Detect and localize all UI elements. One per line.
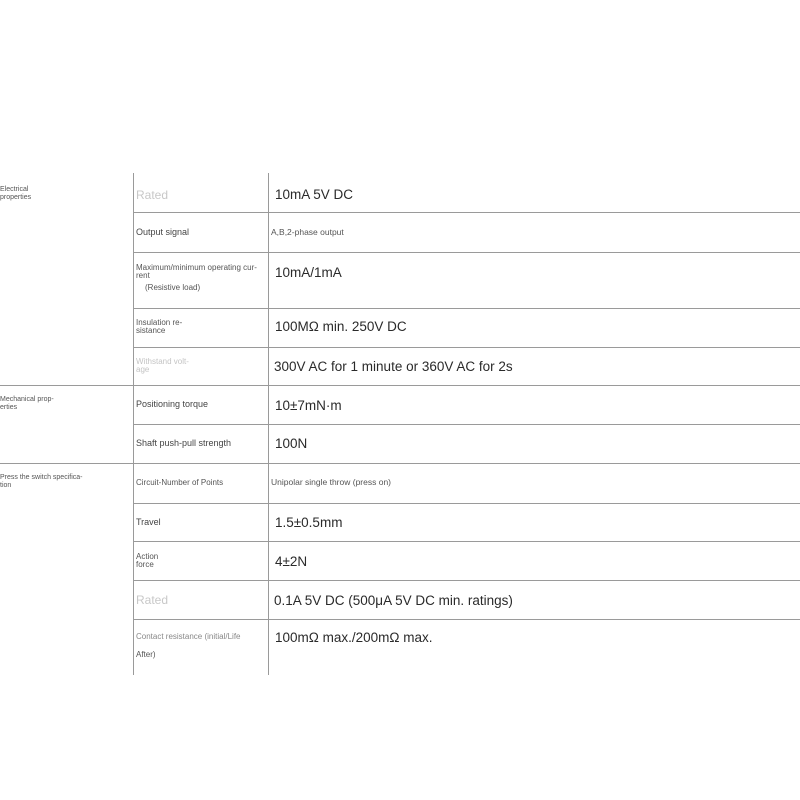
- row-value: 100MΩ min. 250V DC: [275, 319, 407, 334]
- row-label: [136, 264, 257, 280]
- category-switch: [0, 474, 82, 490]
- row-label: [136, 358, 189, 374]
- row-divider: [133, 424, 800, 425]
- row-label: Travel: [136, 517, 161, 527]
- row-label: Contact resistance (initial/Life: [136, 632, 241, 641]
- row-value: 0.1A 5V DC (500μA 5V DC min. ratings): [274, 593, 513, 608]
- row-label: Positioning torque: [136, 399, 209, 409]
- row-label: Rated: [136, 593, 169, 607]
- spec-table: [0, 173, 800, 675]
- category-label-line: Electrical: [0, 186, 29, 193]
- row-label-note: (Resistive load): [145, 283, 201, 292]
- row-value: 4±2N: [275, 554, 308, 569]
- row-label-line: sistance: [136, 326, 166, 335]
- row-label: Shaft push-pull strength: [136, 438, 232, 448]
- row-divider: [133, 580, 800, 581]
- row-value: 100N: [275, 436, 308, 451]
- row-divider: [133, 212, 800, 213]
- section-divider: [0, 385, 800, 386]
- row-divider: [133, 503, 800, 504]
- row-label: [136, 553, 158, 569]
- row-label-line: Action: [136, 552, 159, 561]
- row-value: 300V AC for 1 minute or 360V AC for 2s: [274, 359, 513, 374]
- row-divider: [133, 252, 800, 253]
- row-divider: [133, 541, 800, 542]
- row-divider: [133, 619, 800, 620]
- row-value: 10mA/1mA: [275, 265, 342, 280]
- row-label: Circuit-Number of Points: [136, 478, 224, 487]
- row-value: Unipolar single throw (press on): [271, 477, 391, 487]
- row-divider: [133, 347, 800, 348]
- row-label: [136, 319, 182, 335]
- row-label: Rated: [136, 188, 169, 202]
- section-divider: [0, 463, 800, 464]
- row-label: Output signal: [136, 227, 190, 237]
- row-label-line: Withstand volt-: [136, 357, 189, 366]
- row-label-line: rent: [136, 271, 150, 280]
- row-label-line: Maximum/minimum operating cur-: [136, 263, 257, 272]
- category-electrical: [0, 186, 31, 202]
- row-value: 100mΩ max./200mΩ max.: [275, 630, 433, 645]
- row-value: 1.5±0.5mm: [275, 515, 343, 530]
- category-label-line: Mechanical prop-: [0, 396, 54, 403]
- row-label-line: force: [136, 560, 154, 569]
- category-label-line: erties: [0, 404, 18, 411]
- row-value: A,B,2-phase output: [271, 227, 344, 237]
- row-label-line: age: [136, 365, 150, 374]
- category-label-line: tion: [0, 482, 12, 489]
- row-label-line: Insulation re-: [136, 318, 183, 327]
- category-mechanical: [0, 396, 54, 412]
- row-value: 10mA 5V DC: [275, 187, 354, 202]
- row-divider: [133, 308, 800, 309]
- row-value: 10±7mN·m: [275, 398, 342, 413]
- category-label-line: properties: [0, 194, 32, 201]
- row-label-line: After): [136, 650, 156, 659]
- category-label-line: Press the switch specifica-: [0, 474, 83, 481]
